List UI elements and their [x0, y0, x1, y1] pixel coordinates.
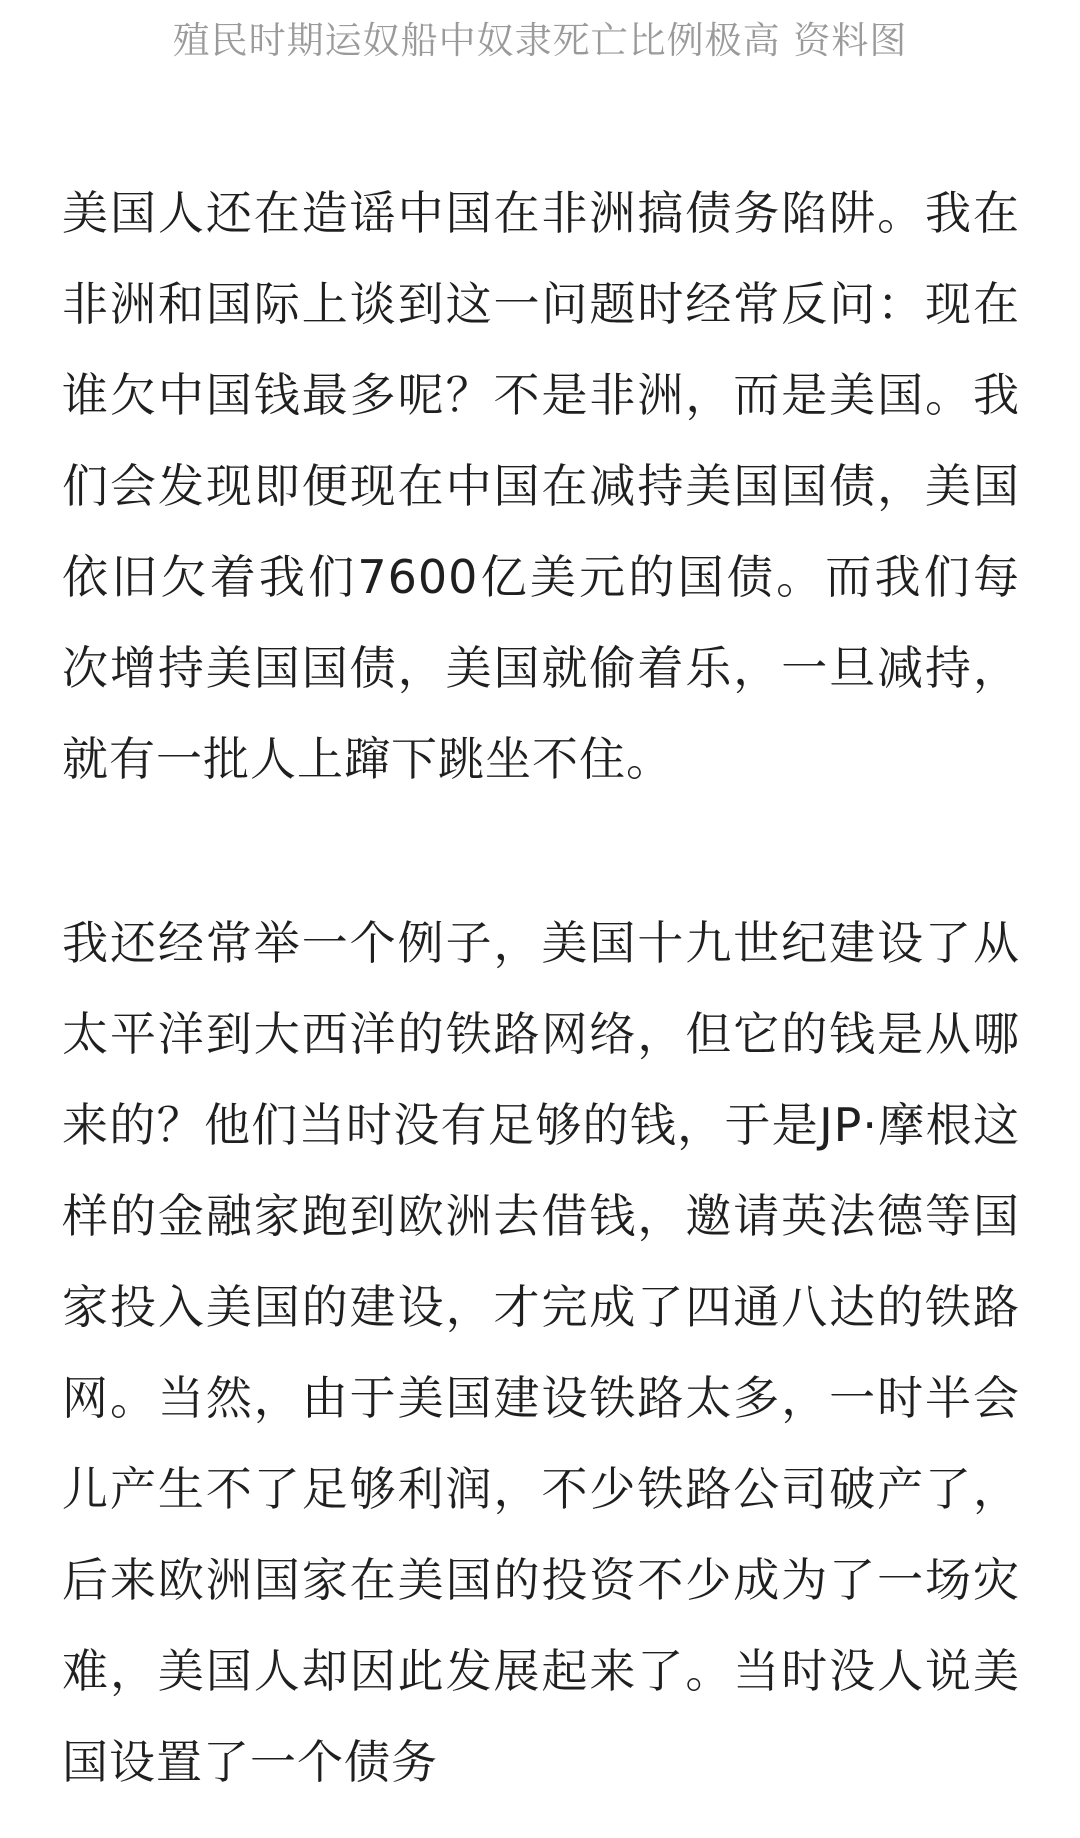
image-caption: 殖民时期运奴船中奴隶死亡比例极高 资料图	[172, 19, 908, 62]
article-body	[62, 168, 1020, 1808]
article-paragraph-1: 美国人还在造谣中国在非洲搞债务陷阱。我在非洲和国际上谈到这一问题时经常反问：现在谁欠中国钱最多呢？不是非洲，而是美国。我们会发现即便现在中国在减持美国国债，美国依旧欠着我们7600亿美元的国债。而我们每次增持美国国债，美国就偷着乐，一旦减持，就有一批人上蹿下跳坐不住。	[62, 186, 1020, 786]
article-paragraph-2: 我还经常举一个例子，美国十九世纪建设了从太平洋到大西洋的铁路网络，但它的钱是从哪来的？他们当时没有足够的钱，于是JP·摩根这样的金融家跑到欧洲去借钱，邀请英法德等国家投入美国的建设，才完成了四通八达的铁路网。当然，由于美国建设铁路太多，一时半会儿产生不了足够利润，不少铁路公司破产了，后来欧洲国家在美国的投资不少成为了一场灾难，美国人却因此发展起来了。当时没人说美国设置了一个债务	[62, 916, 1020, 1789]
